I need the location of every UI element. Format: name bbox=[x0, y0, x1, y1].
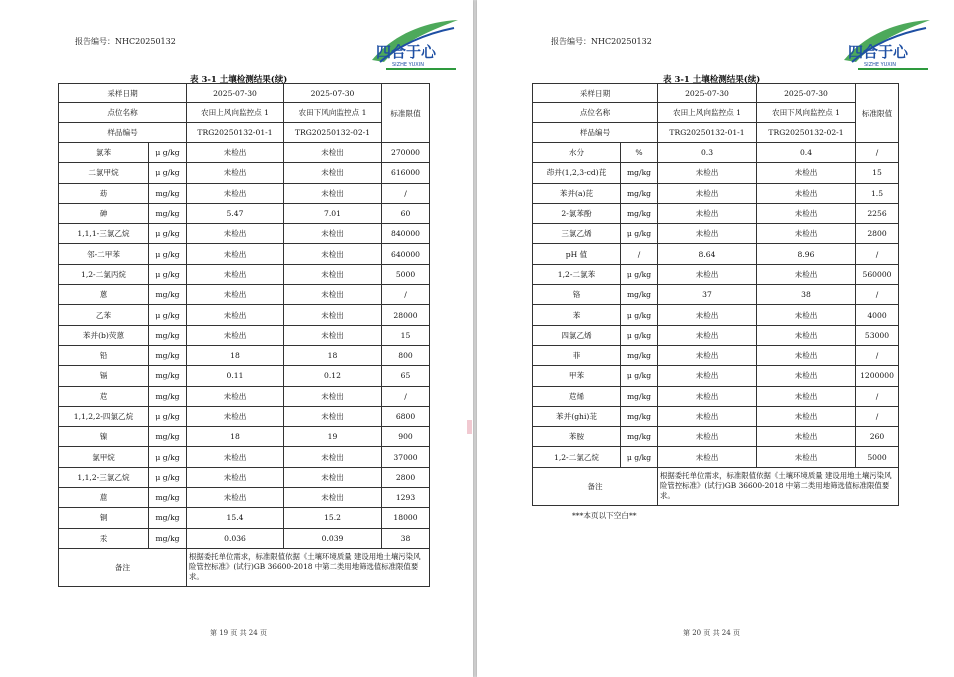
result-2: 未检出 bbox=[757, 366, 856, 386]
standard-limit: 5000 bbox=[856, 447, 899, 467]
result-1: 未检出 bbox=[658, 427, 757, 447]
result-1: 未检出 bbox=[658, 183, 757, 203]
unit: mg/kg bbox=[149, 203, 187, 223]
unit: % bbox=[621, 143, 658, 163]
unit: mg/kg bbox=[149, 386, 187, 406]
logo-cn-text: 四合于心 bbox=[376, 43, 437, 61]
result-2: 未检出 bbox=[284, 325, 382, 345]
table-row bbox=[59, 203, 430, 223]
table-row bbox=[59, 528, 430, 548]
standard-limit: 1200000 bbox=[856, 366, 899, 386]
standard-limit: 1.5 bbox=[856, 183, 899, 203]
standard-limit: 2256 bbox=[856, 203, 899, 223]
item-name: 苯并(b)荧蒽 bbox=[59, 325, 149, 345]
unit: μ g/kg bbox=[621, 366, 658, 386]
item-name: 三氯乙烯 bbox=[533, 224, 621, 244]
site-name-2: 农田下风向监控点 1 bbox=[284, 103, 382, 123]
result-2: 未检出 bbox=[757, 427, 856, 447]
unit: mg/kg bbox=[149, 285, 187, 305]
result-1: 未检出 bbox=[658, 325, 757, 345]
label-site-name: 点位名称 bbox=[59, 103, 187, 123]
result-2: 未检出 bbox=[757, 325, 856, 345]
result-2: 未检出 bbox=[284, 163, 382, 183]
item-name: 1,1,1-三氯乙烷 bbox=[59, 224, 149, 244]
result-2: 未检出 bbox=[757, 264, 856, 284]
label-standard-limit: 标准限值 bbox=[856, 84, 899, 143]
standard-limit: 15 bbox=[856, 163, 899, 183]
result-2: 未检出 bbox=[757, 183, 856, 203]
logo-en-text: SIZHE YUXIN bbox=[392, 62, 424, 68]
label-site-name: 点位名称 bbox=[533, 103, 658, 123]
table-caption: 表 3-1 土壤检测结果(续) bbox=[190, 75, 288, 85]
unit: μ g/kg bbox=[621, 447, 658, 467]
table-caption: 表 3-1 土壤检测结果(续) bbox=[663, 75, 761, 85]
item-name: 邻-二甲苯 bbox=[59, 244, 149, 264]
table-row bbox=[59, 163, 430, 183]
unit: mg/kg bbox=[621, 203, 658, 223]
table-row bbox=[59, 488, 430, 508]
result-1: 未检出 bbox=[658, 366, 757, 386]
standard-limit: 616000 bbox=[382, 163, 430, 183]
table-row bbox=[59, 183, 430, 203]
unit: mg/kg bbox=[149, 345, 187, 365]
unit: μ g/kg bbox=[621, 264, 658, 284]
item-name: 苭 bbox=[59, 183, 149, 203]
result-1: 未检出 bbox=[187, 447, 284, 467]
logo-en-text: SIZHE YUXIN bbox=[864, 62, 896, 68]
result-2: 18 bbox=[284, 345, 382, 365]
table-row bbox=[59, 285, 430, 305]
result-2: 15.2 bbox=[284, 508, 382, 528]
item-name: 苊烯 bbox=[533, 386, 621, 406]
result-1: 0.036 bbox=[187, 528, 284, 548]
result-1: 未检出 bbox=[187, 264, 284, 284]
item-name: 砷 bbox=[59, 203, 149, 223]
standard-limit: 1293 bbox=[382, 488, 430, 508]
result-2: 未检出 bbox=[757, 406, 856, 426]
logo-cn-text: 四合于心 bbox=[848, 43, 909, 61]
unit: / bbox=[621, 244, 658, 264]
table-row bbox=[59, 427, 430, 447]
standard-limit: 6800 bbox=[382, 406, 430, 426]
standard-limit: 28000 bbox=[382, 305, 430, 325]
result-2: 未检出 bbox=[284, 305, 382, 325]
result-1: 未检出 bbox=[187, 244, 284, 264]
standard-limit: 2800 bbox=[856, 224, 899, 244]
page-footer: 第 20 页 共 24 页 bbox=[683, 629, 740, 637]
unit: μ g/kg bbox=[149, 467, 187, 487]
item-name: 甲苯 bbox=[533, 366, 621, 386]
result-1: 未检出 bbox=[658, 447, 757, 467]
result-2: 未检出 bbox=[284, 467, 382, 487]
result-1: 未检出 bbox=[658, 264, 757, 284]
table-row bbox=[59, 406, 430, 426]
unit: mg/kg bbox=[149, 488, 187, 508]
unit: mg/kg bbox=[621, 406, 658, 426]
sample-id-2: TRG20250132-02-1 bbox=[757, 123, 856, 143]
result-1: 未检出 bbox=[187, 285, 284, 305]
standard-limit: / bbox=[856, 345, 899, 365]
sample-id-1: TRG20250132-01-1 bbox=[187, 123, 284, 143]
standard-limit: 260 bbox=[856, 427, 899, 447]
result-1: 未检出 bbox=[187, 143, 284, 163]
standard-limit: / bbox=[382, 386, 430, 406]
note-label: 备注 bbox=[59, 548, 187, 586]
sample-id-2: TRG20250132-02-1 bbox=[284, 123, 382, 143]
site-name-1: 农田上风向监控点 1 bbox=[658, 103, 757, 123]
item-name: 苯 bbox=[533, 305, 621, 325]
note-label: 备注 bbox=[533, 467, 658, 505]
item-name: 铬 bbox=[533, 285, 621, 305]
result-2: 0.12 bbox=[284, 366, 382, 386]
standard-limit: 53000 bbox=[856, 325, 899, 345]
unit: μ g/kg bbox=[149, 406, 187, 426]
item-name: 苯并(ghi)苝 bbox=[533, 406, 621, 426]
soil-results-table bbox=[532, 83, 899, 506]
table-row bbox=[59, 447, 430, 467]
table-row bbox=[59, 305, 430, 325]
result-1: 未检出 bbox=[187, 163, 284, 183]
result-1: 8.64 bbox=[658, 244, 757, 264]
item-name: 蒽 bbox=[59, 285, 149, 305]
item-name: 1,2-二氯乙烷 bbox=[533, 447, 621, 467]
result-1: 未检出 bbox=[658, 163, 757, 183]
result-2: 未检出 bbox=[757, 345, 856, 365]
standard-limit: 560000 bbox=[856, 264, 899, 284]
sampling-date-2: 2025-07-30 bbox=[757, 84, 856, 103]
unit: μ g/kg bbox=[621, 305, 658, 325]
table-row bbox=[59, 508, 430, 528]
item-name: 铜 bbox=[59, 508, 149, 528]
table-row bbox=[59, 264, 430, 284]
table-row bbox=[533, 143, 899, 163]
result-2: 19 bbox=[284, 427, 382, 447]
table-row bbox=[533, 244, 899, 264]
result-2: 未检出 bbox=[284, 386, 382, 406]
item-name: 四氯乙烯 bbox=[533, 325, 621, 345]
page-footer: 第 19 页 共 24 页 bbox=[210, 629, 267, 637]
result-1: 未检出 bbox=[187, 467, 284, 487]
result-2: 0.4 bbox=[757, 143, 856, 163]
table-row bbox=[533, 163, 899, 183]
result-2: 0.039 bbox=[284, 528, 382, 548]
sample-id-1: TRG20250132-01-1 bbox=[658, 123, 757, 143]
result-1: 未检出 bbox=[187, 488, 284, 508]
result-1: 未检出 bbox=[187, 305, 284, 325]
standard-limit: 840000 bbox=[382, 224, 430, 244]
sampling-date-1: 2025-07-30 bbox=[658, 84, 757, 103]
item-name: 氯甲烷 bbox=[59, 447, 149, 467]
company-logo bbox=[362, 16, 466, 72]
table-row bbox=[533, 224, 899, 244]
sampling-date-2: 2025-07-30 bbox=[284, 84, 382, 103]
result-1: 37 bbox=[658, 285, 757, 305]
item-name: 1,2-二氯苯 bbox=[533, 264, 621, 284]
result-1: 18 bbox=[187, 427, 284, 447]
standard-limit: 65 bbox=[382, 366, 430, 386]
soil-results-table bbox=[58, 83, 430, 587]
standard-limit: 15 bbox=[382, 325, 430, 345]
unit: mg/kg bbox=[149, 183, 187, 203]
table-row bbox=[533, 345, 899, 365]
result-2: 未检出 bbox=[757, 305, 856, 325]
site-name-2: 农田下风向监控点 1 bbox=[757, 103, 856, 123]
result-2: 未检出 bbox=[757, 447, 856, 467]
table-row bbox=[59, 325, 430, 345]
item-name: 䓛 bbox=[59, 488, 149, 508]
result-1: 未检出 bbox=[658, 203, 757, 223]
blank-below-note: ***本页以下空白** bbox=[572, 511, 637, 520]
item-name: 镉 bbox=[59, 366, 149, 386]
unit: mg/kg bbox=[149, 366, 187, 386]
result-1: 未检出 bbox=[187, 325, 284, 345]
item-name: 菲 bbox=[533, 345, 621, 365]
standard-limit: 38 bbox=[382, 528, 430, 548]
standard-limit: 2800 bbox=[382, 467, 430, 487]
result-1: 未检出 bbox=[187, 386, 284, 406]
result-2: 未检出 bbox=[284, 224, 382, 244]
unit: mg/kg bbox=[149, 427, 187, 447]
table-row bbox=[533, 285, 899, 305]
result-1: 未检出 bbox=[187, 183, 284, 203]
item-name: 1,1,2,2-四氯乙烷 bbox=[59, 406, 149, 426]
item-name: 茚并(1,2,3-cd)芘 bbox=[533, 163, 621, 183]
result-1: 未检出 bbox=[187, 406, 284, 426]
table-row bbox=[533, 325, 899, 345]
table-row bbox=[533, 427, 899, 447]
result-2: 未检出 bbox=[757, 163, 856, 183]
item-name: 2-氯苯酚 bbox=[533, 203, 621, 223]
result-2: 未检出 bbox=[757, 386, 856, 406]
unit: mg/kg bbox=[621, 386, 658, 406]
item-name: 1,1,2-三氯乙烷 bbox=[59, 467, 149, 487]
label-sampling-date: 采样日期 bbox=[59, 84, 187, 103]
seal-edge-mark bbox=[467, 420, 472, 434]
result-1: 未检出 bbox=[658, 224, 757, 244]
standard-limit: / bbox=[382, 183, 430, 203]
standard-limit: 18000 bbox=[382, 508, 430, 528]
table-row bbox=[59, 366, 430, 386]
table-row bbox=[59, 244, 430, 264]
item-name: 铅 bbox=[59, 345, 149, 365]
note-text: 根据委托单位需求，标准限值依据《土壤环境质量 建设用地土壤污染风险管控标准》(试行)GB 36600-2018 中第二类用地筛选值标准限值要求。 bbox=[187, 548, 430, 586]
item-name: 二氯甲烷 bbox=[59, 163, 149, 183]
unit: μ g/kg bbox=[149, 264, 187, 284]
result-1: 未检出 bbox=[658, 305, 757, 325]
table-row bbox=[533, 183, 899, 203]
standard-limit: 5000 bbox=[382, 264, 430, 284]
label-standard-limit: 标准限值 bbox=[382, 84, 430, 143]
site-name-1: 农田上风向监控点 1 bbox=[187, 103, 284, 123]
standard-limit: 800 bbox=[382, 345, 430, 365]
unit: mg/kg bbox=[621, 285, 658, 305]
result-1: 18 bbox=[187, 345, 284, 365]
table-row bbox=[59, 467, 430, 487]
result-1: 未检出 bbox=[187, 224, 284, 244]
item-name: 苯并(a)芘 bbox=[533, 183, 621, 203]
result-2: 7.01 bbox=[284, 203, 382, 223]
result-1: 未检出 bbox=[658, 406, 757, 426]
standard-limit: / bbox=[856, 143, 899, 163]
result-2: 未检出 bbox=[284, 488, 382, 508]
item-name: 苊 bbox=[59, 386, 149, 406]
note-text: 根据委托单位需求，标准限值依据《土壤环境质量 建设用地土壤污染风险管控标准》(试行)GB 36600-2018 中第二类用地筛选值标准限值要求。 bbox=[658, 467, 899, 505]
standard-limit: 4000 bbox=[856, 305, 899, 325]
unit: mg/kg bbox=[149, 508, 187, 528]
result-2: 未检出 bbox=[284, 406, 382, 426]
standard-limit: 60 bbox=[382, 203, 430, 223]
unit: mg/kg bbox=[621, 345, 658, 365]
result-1: 未检出 bbox=[658, 386, 757, 406]
standard-limit: 640000 bbox=[382, 244, 430, 264]
result-2: 未检出 bbox=[284, 143, 382, 163]
unit: mg/kg bbox=[621, 427, 658, 447]
standard-limit: 270000 bbox=[382, 143, 430, 163]
result-2: 未检出 bbox=[284, 244, 382, 264]
unit: μ g/kg bbox=[149, 224, 187, 244]
item-name: 水分 bbox=[533, 143, 621, 163]
unit: μ g/kg bbox=[149, 305, 187, 325]
item-name: pH 值 bbox=[533, 244, 621, 264]
result-2: 未检出 bbox=[284, 183, 382, 203]
unit: mg/kg bbox=[149, 528, 187, 548]
table-row bbox=[533, 305, 899, 325]
table-row bbox=[533, 447, 899, 467]
result-1: 15.4 bbox=[187, 508, 284, 528]
result-2: 未检出 bbox=[284, 264, 382, 284]
report-number: 报告编号：NHC20250132 bbox=[551, 37, 652, 46]
item-name: 氯苯 bbox=[59, 143, 149, 163]
standard-limit: 900 bbox=[382, 427, 430, 447]
standard-limit: / bbox=[856, 285, 899, 305]
standard-limit: / bbox=[856, 406, 899, 426]
standard-limit: / bbox=[856, 244, 899, 264]
item-name: 1,2-二氯丙烷 bbox=[59, 264, 149, 284]
unit: μ g/kg bbox=[149, 447, 187, 467]
unit: mg/kg bbox=[621, 183, 658, 203]
standard-limit: / bbox=[856, 386, 899, 406]
table-row bbox=[59, 224, 430, 244]
label-sampling-date: 采样日期 bbox=[533, 84, 658, 103]
table-row bbox=[533, 386, 899, 406]
result-1: 5.47 bbox=[187, 203, 284, 223]
unit: μ g/kg bbox=[149, 143, 187, 163]
item-name: 苯胺 bbox=[533, 427, 621, 447]
standard-limit: 37000 bbox=[382, 447, 430, 467]
unit: μ g/kg bbox=[621, 224, 658, 244]
standard-limit: / bbox=[382, 285, 430, 305]
unit: mg/kg bbox=[149, 325, 187, 345]
table-row bbox=[533, 366, 899, 386]
result-2: 未检出 bbox=[757, 203, 856, 223]
table-row bbox=[59, 386, 430, 406]
table-row bbox=[59, 345, 430, 365]
unit: μ g/kg bbox=[149, 163, 187, 183]
label-sample-id: 样品编号 bbox=[533, 123, 658, 143]
company-logo bbox=[834, 16, 938, 72]
report-page-19 bbox=[0, 0, 473, 677]
label-sample-id: 样品编号 bbox=[59, 123, 187, 143]
table-row bbox=[533, 203, 899, 223]
result-2: 未检出 bbox=[284, 285, 382, 305]
result-1: 未检出 bbox=[658, 345, 757, 365]
result-1: 0.11 bbox=[187, 366, 284, 386]
report-number: 报告编号：NHC20250132 bbox=[75, 37, 176, 46]
item-name: 镍 bbox=[59, 427, 149, 447]
unit: μ g/kg bbox=[621, 325, 658, 345]
item-name: 乙苯 bbox=[59, 305, 149, 325]
result-2: 38 bbox=[757, 285, 856, 305]
table-row bbox=[59, 143, 430, 163]
result-1: 0.3 bbox=[658, 143, 757, 163]
result-2: 未检出 bbox=[284, 447, 382, 467]
table-row bbox=[533, 264, 899, 284]
result-2: 8.96 bbox=[757, 244, 856, 264]
unit: μ g/kg bbox=[149, 244, 187, 264]
table-row bbox=[533, 406, 899, 426]
item-name: 汞 bbox=[59, 528, 149, 548]
result-2: 未检出 bbox=[757, 224, 856, 244]
unit: mg/kg bbox=[621, 163, 658, 183]
report-page-20 bbox=[477, 0, 954, 677]
sampling-date-1: 2025-07-30 bbox=[187, 84, 284, 103]
